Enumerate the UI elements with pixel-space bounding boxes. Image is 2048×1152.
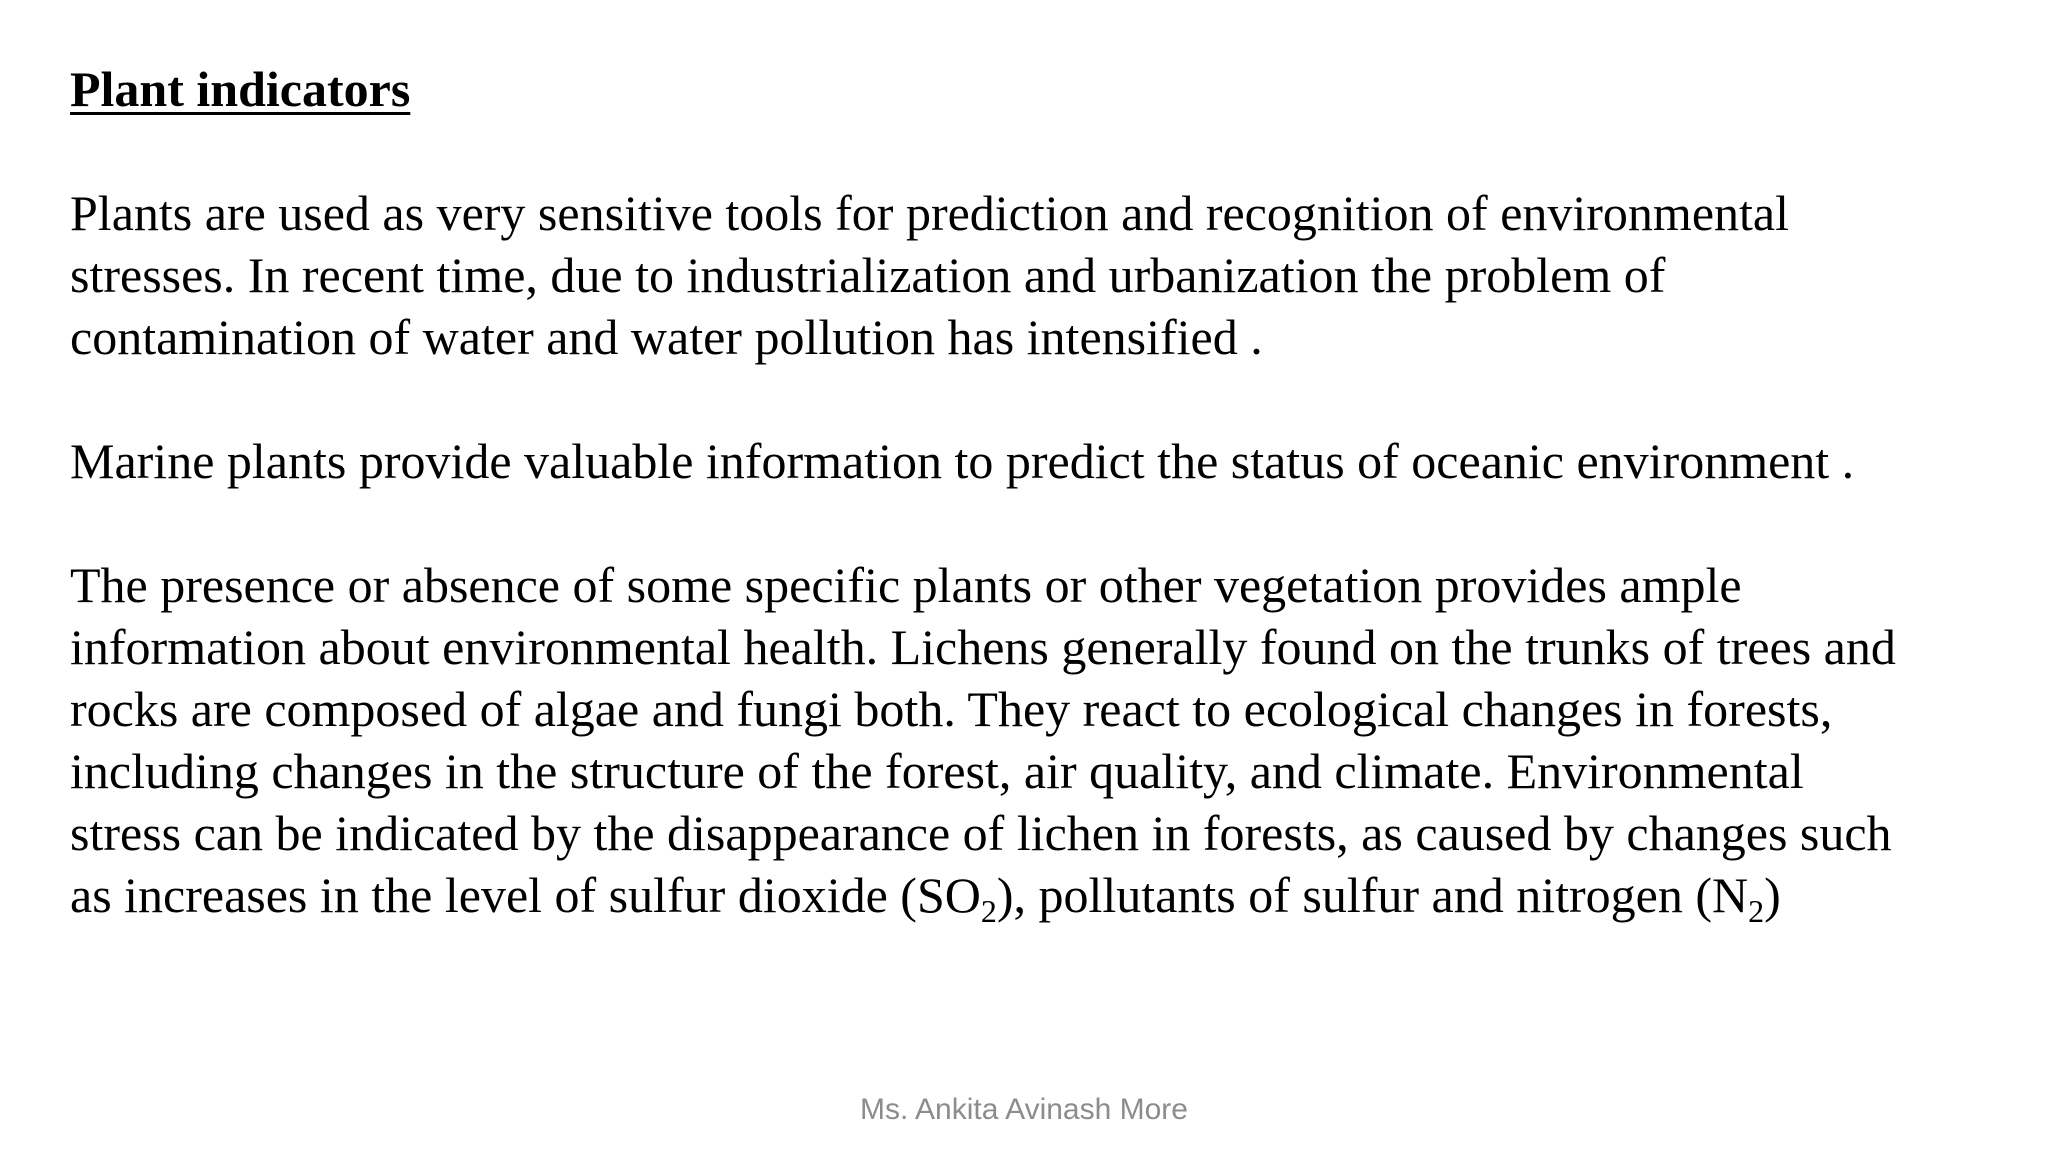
text-fragment: as increases in the level of sulfur dioxide (SO <box>70 867 981 923</box>
text-line: Marine plants provide valuable information to predict the status of oceanic environment . <box>70 433 1855 489</box>
text-line: The presence or absence of some specific plants or other vegetation provides ample <box>70 557 1742 613</box>
slide-content <box>70 58 1990 988</box>
subscript: 2 <box>1748 893 1765 929</box>
text-line: stress can be indicated by the disappearance of lichen in forests, as caused by changes such <box>70 805 1892 861</box>
subscript: 2 <box>980 893 997 929</box>
text-line: Plants are used as very sensitive tools for prediction and recognition of environmental <box>70 185 1789 241</box>
slide-title: Plant indicators <box>70 61 411 117</box>
paragraph-lichens <box>70 554 1990 929</box>
text-line: stresses. In recent time, due to industrialization and urbanization the problem of <box>70 247 1666 303</box>
text-fragment: ) <box>1764 867 1781 923</box>
text-line: rocks are composed of algae and fungi both. They react to ecological changes in forests, <box>70 681 1833 737</box>
slide-footer-author: Ms. Ankita Avinash More <box>860 1093 1188 1126</box>
text-fragment: ), pollutants of sulfur and nitrogen (N <box>996 867 1749 923</box>
paragraph-marine <box>70 430 1990 492</box>
text-line-with-subscripts <box>70 864 1990 929</box>
text-line: contamination of water and water pollution has intensified . <box>70 309 1263 365</box>
text-line: including changes in the structure of the forest, air quality, and climate. Environmental <box>70 743 1804 799</box>
text-line: information about environmental health. Lichens generally found on the trunks of trees and <box>70 619 1896 675</box>
paragraph-intro <box>70 182 1990 368</box>
